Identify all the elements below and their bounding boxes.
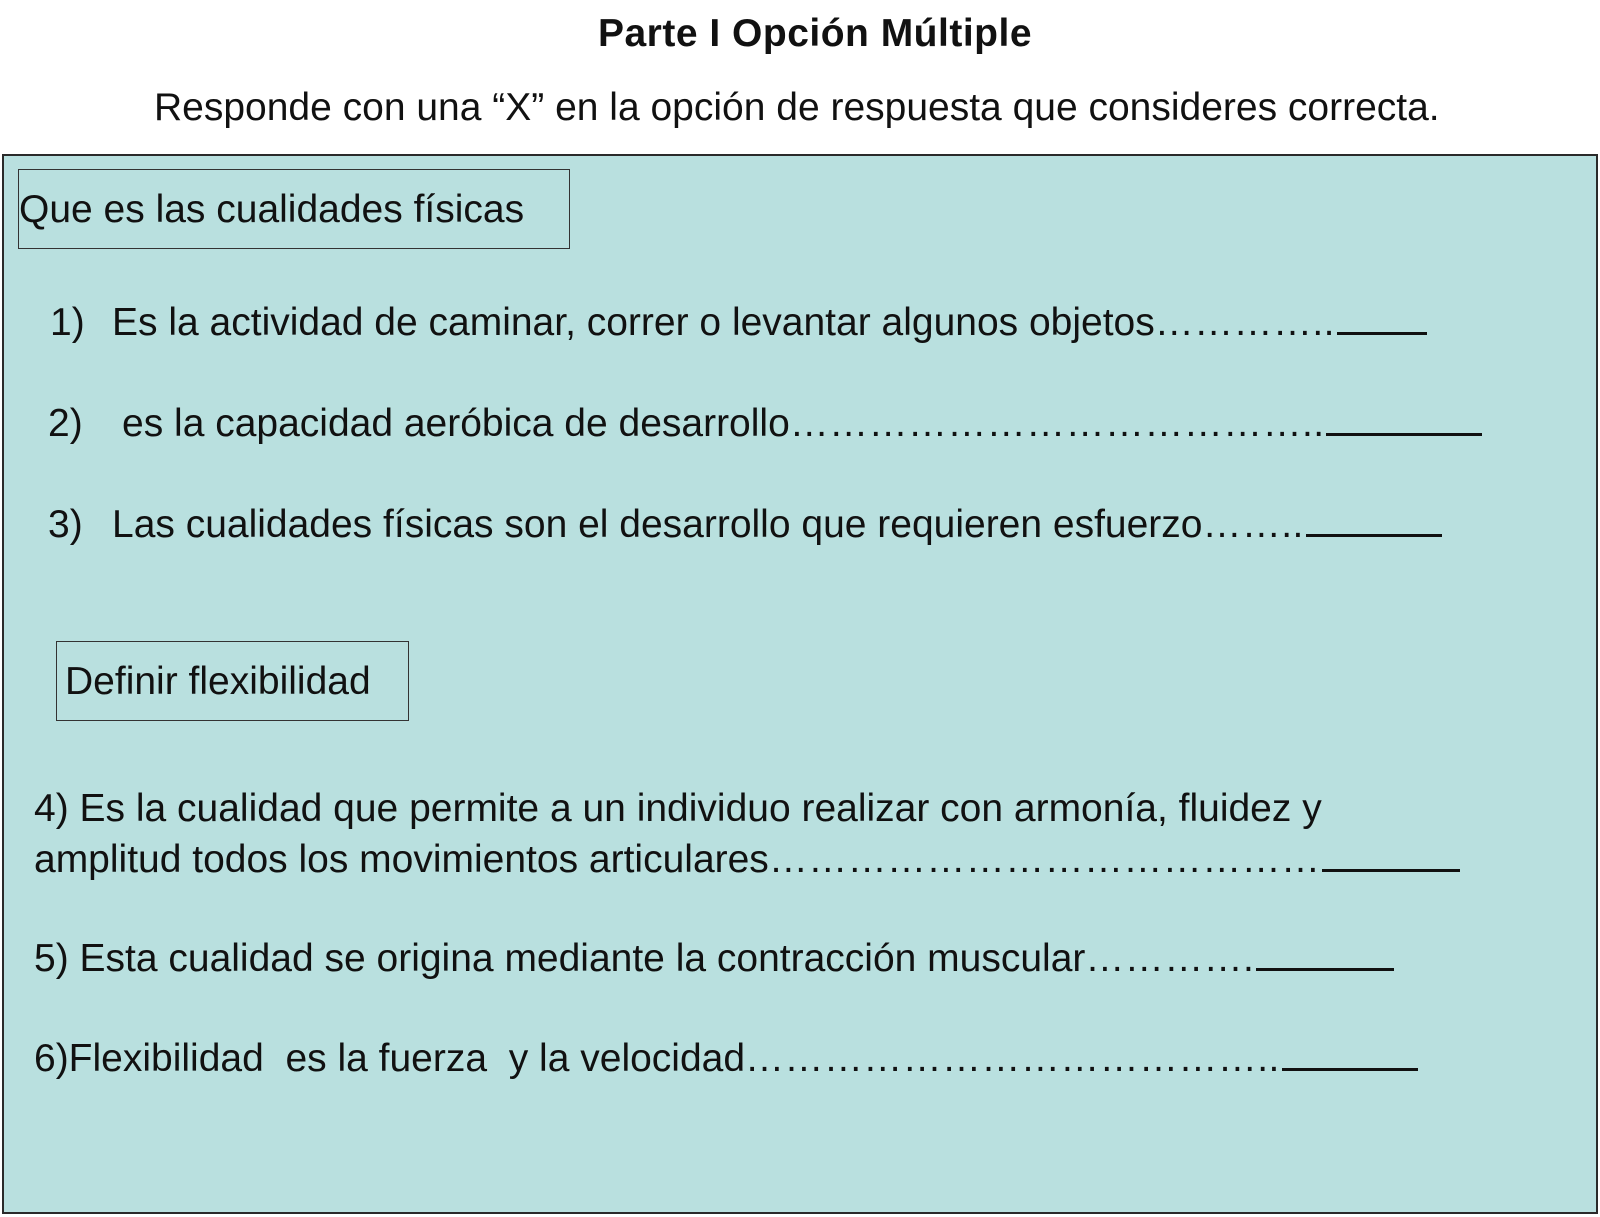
page-title: Parte I Opción Múltiple bbox=[597, 12, 1033, 55]
question-text: Es la actividad de caminar, correr o levantar algunos objetos bbox=[112, 301, 1155, 344]
question-panel bbox=[2, 154, 1598, 1214]
answer-blank[interactable] bbox=[1326, 403, 1482, 436]
question-number: 3) bbox=[48, 503, 83, 546]
dot-leader: ………………………………….. bbox=[789, 402, 1325, 445]
dot-leader: …………. bbox=[1085, 937, 1255, 980]
dot-leader: ………………………………….. bbox=[745, 1037, 1280, 1080]
dot-leader: …………………………………… bbox=[768, 838, 1321, 881]
question-text-line2: amplitud todos los movimientos articulares bbox=[34, 838, 769, 881]
question-item-6 bbox=[34, 1033, 1418, 1084]
question-text: es la capacidad aeróbica de desarrollo bbox=[122, 402, 790, 445]
question-item-1 bbox=[50, 297, 1427, 348]
answer-blank[interactable] bbox=[1306, 504, 1442, 537]
instructions: Responde con una “X” en la opción de respuesta que consideres correcta. bbox=[154, 86, 1440, 129]
question-text: 5) Esta cualidad se origina mediante la contracción muscular bbox=[34, 937, 1086, 980]
question-text: Las cualidades físicas son el desarrollo que requieren esfuerzo bbox=[112, 503, 1203, 546]
question-item-4 bbox=[34, 783, 1460, 885]
answer-blank[interactable] bbox=[1337, 302, 1427, 335]
question-item-2 bbox=[48, 398, 1482, 449]
question-text-line1: 4) Es la cualidad que permite a un individuo realizar con armonía, fluidez y bbox=[34, 787, 1322, 830]
section-heading-flexibility: Definir flexibilidad bbox=[56, 641, 409, 721]
question-text: 6)Flexibilidad es la fuerza y la velocidad bbox=[34, 1037, 746, 1080]
answer-blank[interactable] bbox=[1322, 839, 1460, 872]
question-number: 2) bbox=[48, 402, 83, 445]
dot-leader: ………….. bbox=[1154, 301, 1335, 344]
answer-blank[interactable] bbox=[1256, 938, 1394, 971]
question-item-3 bbox=[48, 499, 1442, 550]
answer-blank[interactable] bbox=[1282, 1038, 1418, 1071]
dot-leader: …….. bbox=[1202, 503, 1304, 546]
question-item-5 bbox=[34, 933, 1394, 984]
section-heading-physical-qualities: Que es las cualidades físicas bbox=[18, 169, 570, 249]
question-number: 1) bbox=[50, 301, 85, 344]
